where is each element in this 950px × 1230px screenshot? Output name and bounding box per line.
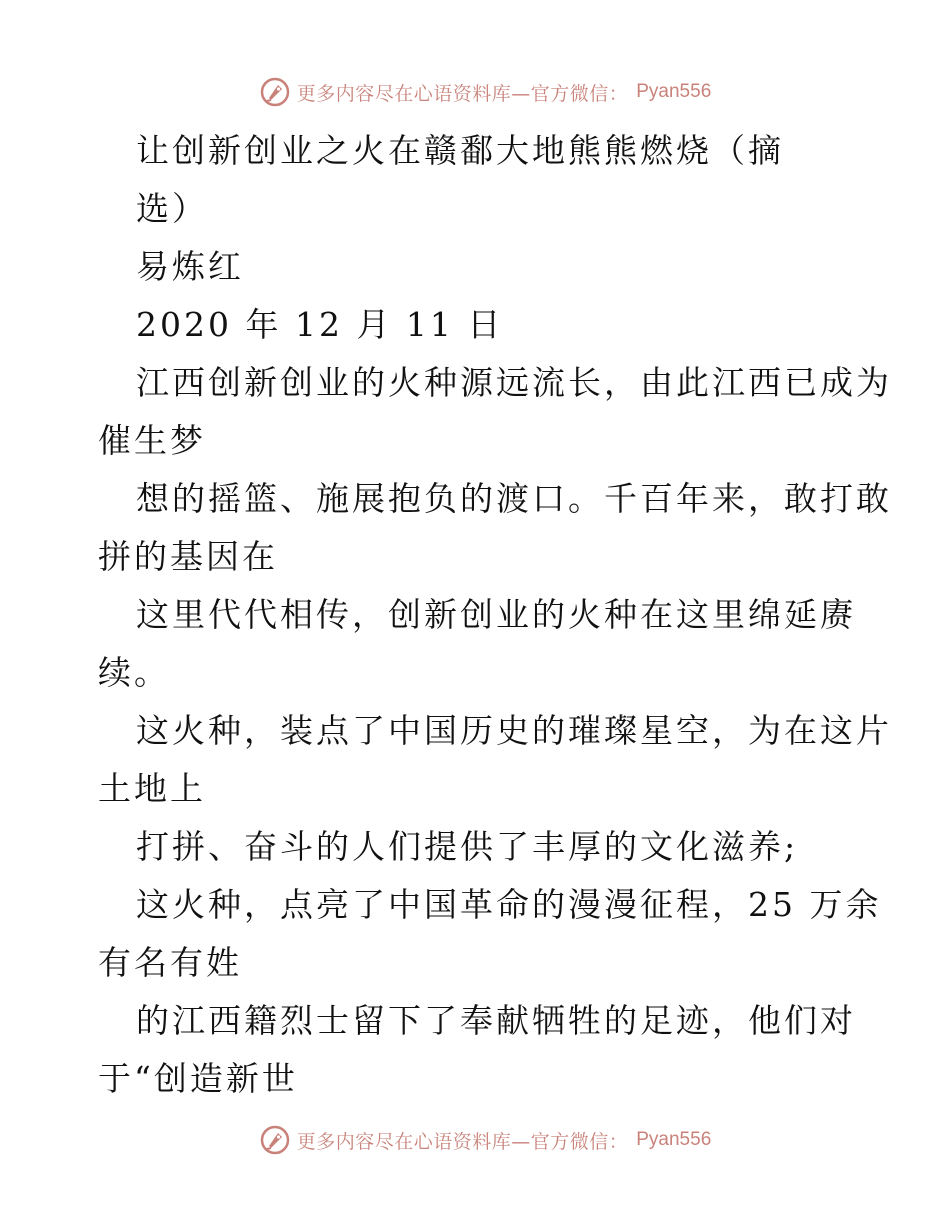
paragraph-line: 续。 xyxy=(98,653,170,692)
paragraph-line: 这火种，装点了中国历史的璀璨星空，为在这片 xyxy=(136,711,892,750)
paragraph-line: 有名有姓 xyxy=(98,943,242,982)
date: 2020 年 12 月 11 日 xyxy=(136,305,504,344)
header-watermark xyxy=(0,72,950,112)
paragraph-line: 拼的基因在 xyxy=(98,537,278,576)
watermark-text: 更多内容尽在心语资料库—官方微信： xyxy=(296,82,629,105)
wechat-id: Pyan556 xyxy=(636,1129,712,1150)
paragraph-line: 想的摇篮、施展抱负的渡口。千百年来，敢打敢 xyxy=(136,479,892,518)
paragraph-line: 这里代代相传，创新创业的火种在这里绵延赓 xyxy=(136,595,856,634)
paragraph-line: 于“创造新世 xyxy=(98,1059,298,1098)
paragraph-line: 打拼、奋斗的人们提供了丰厚的文化滋养; xyxy=(136,827,799,866)
watermark-text: 更多内容尽在心语资料库—官方微信： xyxy=(296,1130,629,1153)
title-line-2: 选） xyxy=(136,189,208,228)
footer-watermark xyxy=(0,1120,950,1160)
paragraph-line: 催生梦 xyxy=(98,421,206,460)
document-body xyxy=(98,122,892,1108)
wechat-id: Pyan556 xyxy=(636,81,712,102)
pen-nib-logo-icon xyxy=(259,1124,291,1156)
paragraph-line: 土地上 xyxy=(98,769,206,808)
title-line-1: 让创新创业之火在赣鄱大地熊熊燃烧（摘 xyxy=(136,131,784,170)
paragraph-line: 的江西籍烈士留下了奉献牺牲的足迹，他们对 xyxy=(136,1001,856,1040)
pen-nib-logo-icon xyxy=(259,76,291,108)
paragraph-line: 江西创新创业的火种源远流长，由此江西已成为 xyxy=(136,363,892,402)
paragraph-line: 这火种，点亮了中国革命的漫漫征程，25 万余 xyxy=(136,885,882,924)
author: 易炼红 xyxy=(136,247,244,286)
